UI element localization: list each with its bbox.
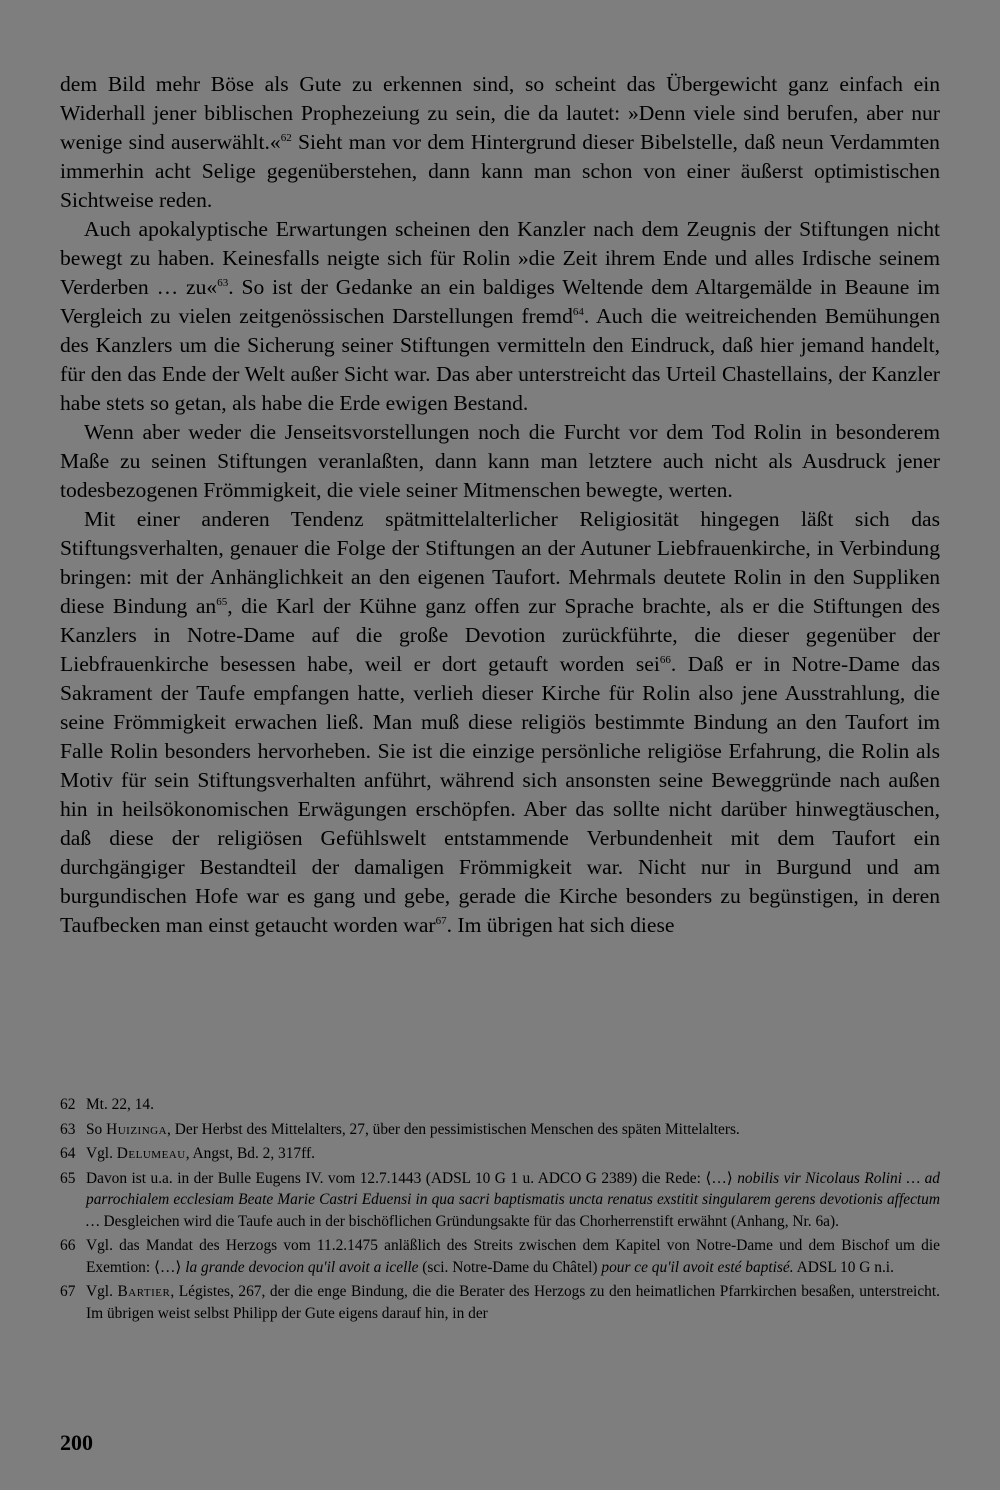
paragraph xyxy=(60,505,940,940)
text-run: Sieht man vor dem Hintergrund dieser Bibelstelle, daß neun Verdammten immerhin acht Selige gegenüberstehen, dann kann man schon von einer äußerst optimistischen Sichtweise reden. xyxy=(60,130,940,212)
text-run: . Im übrigen hat sich diese xyxy=(446,913,675,937)
text-run: , die Karl der Kühne ganz offen zur Sprache brachte, als er die Stiftungen des Kanzlers in Notre-Dame auf die große Devotion zurückführte, die dieser gegenüber der Liebfrauenkirche besessen habe, weil er dort getauft worden sei xyxy=(60,594,940,676)
author-name: Bartier xyxy=(117,1283,171,1300)
footnote-number: 62 xyxy=(60,1096,76,1113)
page-number: 200 xyxy=(60,1430,93,1455)
paragraph xyxy=(60,418,940,505)
footnote-number: 64 xyxy=(60,1145,76,1162)
footnote-ref: 66 xyxy=(659,653,671,666)
text-run: Vgl. xyxy=(86,1145,117,1162)
footnote-ref: 62 xyxy=(280,131,292,144)
footnote-text xyxy=(86,1235,940,1278)
footnote-ref: 63 xyxy=(217,276,229,289)
footnote xyxy=(60,1281,940,1324)
footnote-text xyxy=(86,1094,940,1116)
text-run: (sci. Notre-Dame du Châtel) xyxy=(418,1258,602,1276)
text-run: Vgl. xyxy=(86,1283,118,1300)
page-body xyxy=(60,70,940,940)
author-name: Delumeau xyxy=(116,1145,186,1162)
footnote-number: 63 xyxy=(60,1120,76,1138)
footnote xyxy=(60,1235,940,1278)
text-run: , Angst, Bd. 2, 317ff. xyxy=(185,1145,315,1162)
footnote xyxy=(60,1094,940,1116)
footnote-number: 66 xyxy=(60,1237,76,1254)
footnote xyxy=(60,1119,940,1141)
text-run: , Der Herbst des Mittelalters, 27, über den pessimistischen Menschen des späten Mittelalters. xyxy=(167,1120,740,1138)
footnote-number: 67 xyxy=(60,1283,76,1300)
footnote xyxy=(60,1143,940,1165)
footnote-ref: 65 xyxy=(216,595,228,608)
footnote-ref: 64 xyxy=(572,305,584,318)
text-run: Auch apokalyptische Erwartungen scheinen den Kanzler nach dem Zeugnis der Stiftungen nicht bewegt zu haben. Keinesfalls neigte sich für Rolin »die Zeit ihrem Ende und alles Irdische seinem Verderben … zu« xyxy=(60,217,940,299)
footnote xyxy=(60,1168,940,1233)
footnote-text xyxy=(86,1281,940,1324)
footnotes xyxy=(60,1094,940,1327)
italic-text: pour ce qu'il avoit esté baptisé. xyxy=(601,1258,794,1276)
footnote-text xyxy=(86,1143,940,1165)
text-run: . Auch die weitreichenden Bemühungen des Kanzlers um die Sicherung seiner Stiftungen vermitteln den Eindruck, daß hier jemand handelt, für den das Ende der Welt außer Sicht war. Das aber unterstreicht das Urteil Chastellains, der Kanzler habe stets so getan, als habe die Erde ewigen Bestand. xyxy=(60,304,940,415)
footnote-text xyxy=(86,1168,940,1233)
paragraph xyxy=(60,215,940,418)
text-run: Mt. 22, 14. xyxy=(86,1096,154,1113)
text-run: Vgl. das Mandat des Herzogs vom 11.2.1475 anläßlich des Streits zwischen dem Kapitel von Notre-Dame und dem Bischof um die Exemtion: ⟨…⟩ xyxy=(86,1237,940,1276)
text-run: dem Bild mehr Böse als Gute zu erkennen sind, so scheint das Übergewicht ganz einfach ein Widerhall jener biblischen Prophezeiung zu sein, die da lautet: »Denn viele sind berufen, aber nur wenige sind auserwählt.« xyxy=(60,72,940,154)
italic-text: nobilis vir Nicolaus Rolini … ad parrochialem ecclesiam Beate Marie Castri Eduensi in qua sacri baptismatis uncta renatus exstitit singularem gerens devotionis affectum … xyxy=(86,1169,940,1230)
footnote-ref: 67 xyxy=(435,914,447,927)
italic-text: la grande devocion qu'il avoit a icelle xyxy=(185,1258,419,1276)
text-run: Davon ist u.a. in der Bulle Eugens IV. vom 12.7.1443 (ADSL 10 G 1 u. ADCO G 2389) die Rede: ⟨…⟩ xyxy=(86,1169,738,1187)
text-run: . So ist der Gedanke an ein baldiges Weltende dem Altargemälde in Beaune im Vergleich zu vielen zeitgenössischen Darstellungen fremd xyxy=(60,275,940,328)
text-run: , Légistes, 267, der die enge Bindung, die die Berater des Herzogs zu den heimatlichen Pfarrkirchen besaßen, unterstreicht. Im übrigen weist selbst Philipp der Gute eigens darauf hin, in der xyxy=(86,1283,940,1322)
text-run: Wenn aber weder die Jenseitsvorstellungen noch die Furcht vor dem Tod Rolin in besonderem Maße zu seinen Stiftungen veranlaßten, dann kann man letztere auch nicht als Ausdruck jener todesbezogenen Frömmigkeit, die viele seiner Mitmenschen bewegte, werten. xyxy=(60,420,940,502)
text-run: Mit einer anderen Tendenz spätmittelalterlicher Religiosität hingegen läßt sich das Stiftungsverhalten, genauer die Folge der Stiftungen an der Autuner Liebfrauenkirche, in Verbindung bringen: mit der Anhänglichkeit an den eigenen Taufort. Mehrmals deutete Rolin in den Suppliken diese Bindung an xyxy=(60,507,940,618)
footnote-number: 65 xyxy=(60,1169,76,1187)
footnote-text xyxy=(86,1119,940,1141)
text-run: So xyxy=(86,1120,107,1138)
text-run: Desgleichen wird die Taufe auch in der bischöflichen Gründungsakte für das Chorherrenstift erwähnt (Anhang, Nr. 6a). xyxy=(99,1212,839,1230)
author-name: Huizinga xyxy=(106,1120,168,1138)
paragraph xyxy=(60,70,940,215)
text-run: . Daß er in Notre-Dame das Sakrament der Taufe empfangen hatte, verlieh dieser Kirche für Rolin also jene Ausstrahlung, die seine Frömmigkeit erwachen ließ. Man muß diese religiös bestimmte Bindung an den Taufort im Falle Rolin besonders hervorheben. Sie ist die einzige persönliche religiöse Erfahrung, die Rolin als Motiv für sein Stiftungsverhalten anführt, während sich ansonsten seine Beweggründe nach außen hin in heilsökonomischen Erwägungen erschöpfen. Aber das sollte nicht darüber hinwegtäuschen, daß diese der religiösen Gefühlswelt entstammende Verbundenheit mit dem Taufort ein durchgängiger Bestandteil der damaligen Frömmigkeit war. Nicht nur in Burgund und am burgundischen Hofe war es gang und gebe, gerade die Kirche besonders zu begünstigen, in deren Taufbecken man einst getaucht worden war xyxy=(60,652,940,937)
main-text xyxy=(60,70,940,940)
text-run: ADSL 10 G n.i. xyxy=(793,1258,894,1276)
